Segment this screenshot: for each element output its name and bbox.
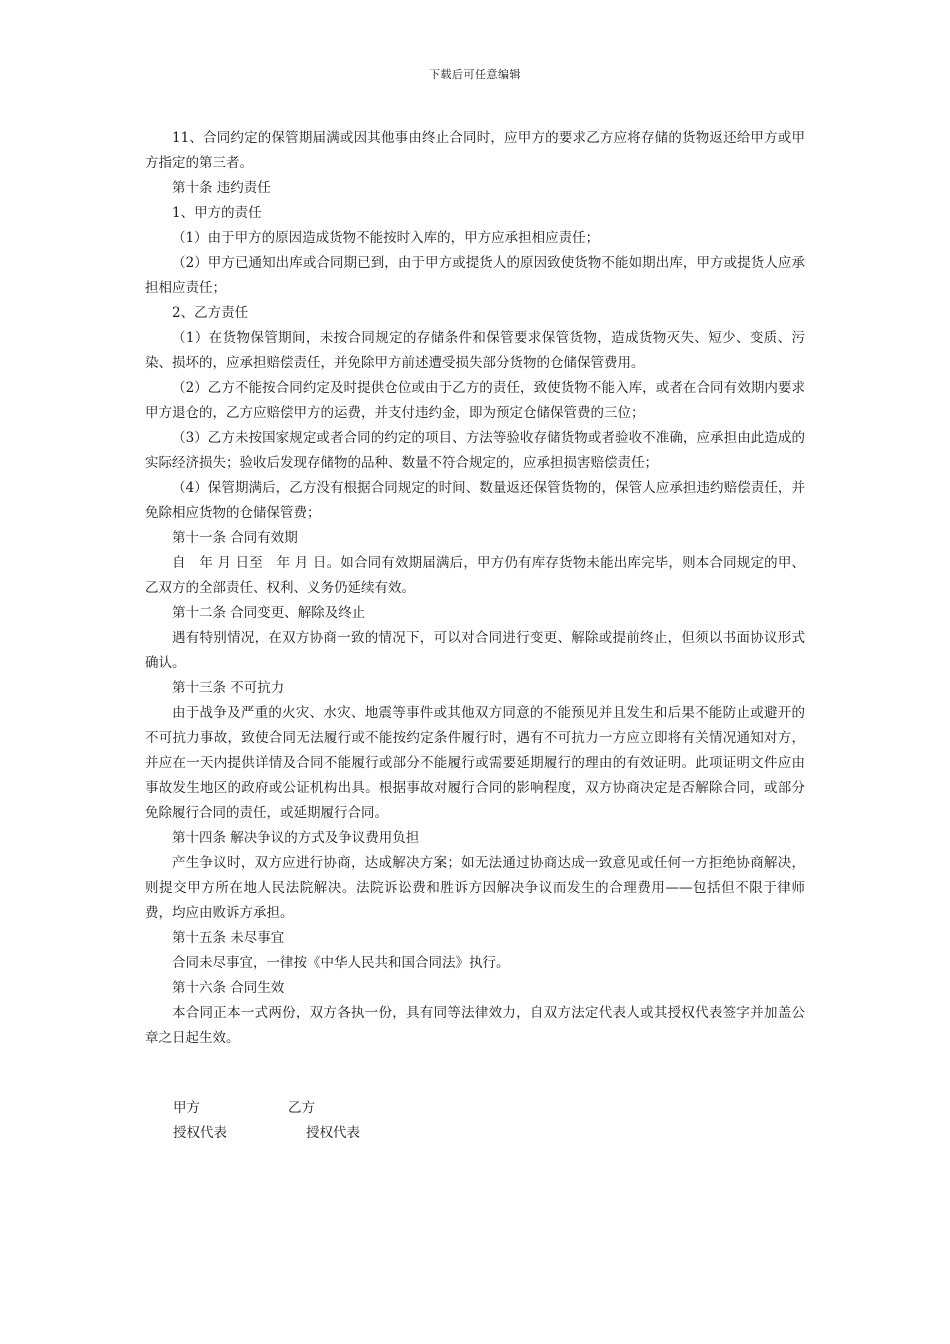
document-body bbox=[145, 126, 805, 1051]
article-15-heading: 第十五条 未尽事宜 bbox=[172, 930, 285, 946]
article-14-body: 产生争议时，双方应进行协商，达成解决方案；如无法通过协商达成一致意见或任何一方拒绝协商解决，则提交甲方所在地人民法院解决。法院诉讼费和胜诉方因解决争议而发生的合理费用——包括但不限于律师费，均应由败诉方承担。 bbox=[145, 855, 805, 921]
article-14-heading: 第十四条 解决争议的方式及争议费用负担 bbox=[172, 830, 420, 846]
article-16-heading: 第十六条 合同生效 bbox=[172, 980, 285, 996]
party-a-label: 甲方 bbox=[173, 1100, 200, 1116]
party-a-liability-2: （2）甲方已通知出库或合同期已到，由于甲方或提货人的原因致使货物不能如期出库，甲方或提货人应承担相应责任； bbox=[145, 255, 805, 296]
party-b-representative-label: 授权代表 bbox=[306, 1125, 360, 1141]
party-b-liability-2: （2）乙方不能按合同约定及时提供仓位或由于乙方的责任，致使货物不能入库，或者在合同有效期内要求甲方退仓的，乙方应赔偿甲方的运费，并支付违约金，即为预定仓储保管费的三位； bbox=[145, 380, 805, 421]
party-a-liability-heading: 1、甲方的责任 bbox=[172, 205, 262, 221]
article-13-heading: 第十三条 不可抗力 bbox=[172, 680, 285, 696]
party-b-liability-heading: 2、乙方责任 bbox=[172, 305, 249, 321]
article-13-body: 由于战争及严重的火灾、水灾、地震等事件或其他双方同意的不能预见并且发生和后果不能防止或避开的不可抗力事故，致使合同无法履行或不能按约定条件履行时，遇有不可抗力一方应立即将有关情况通知对方，并应在一天内提供详情及合同不能履行或部分不能履行或需要延期履行的理由的有效证明。此项证明文件应由事故发生地区的政府或公证机构出具。根据事故对履行合同的影响程度，双方协商决定是否解除合同，或部分免除履行合同的责任，或延期履行合同。 bbox=[145, 705, 805, 821]
clause-11-return-goods: 11、合同约定的保管期届满或因其他事由终止合同时，应甲方的要求乙方应将存储的货物返还给甲方或甲方指定的第三者。 bbox=[145, 130, 805, 171]
article-12-heading: 第十二条 合同变更、解除及终止 bbox=[172, 605, 366, 621]
page-header: 下载后可任意编辑 bbox=[429, 68, 521, 81]
party-a-liability-1: （1）由于甲方的原因造成货物不能按时入库的，甲方应承担相应责任； bbox=[172, 230, 600, 246]
party-b-label: 乙方 bbox=[288, 1100, 315, 1116]
party-a-representative-label: 授权代表 bbox=[173, 1125, 227, 1141]
article-11-body: 自 年 月 日至 年 月 日。如合同有效期届满后，甲方仍有库存货物未能出库完毕，则本合同规定的甲、乙双方的全部责任、权利、义务仍延续有效。 bbox=[145, 555, 805, 596]
representative-row bbox=[173, 1121, 473, 1146]
party-b-liability-4: （4）保管期满后，乙方没有根据合同规定的时间、数量返还保管货物的，保管人应承担违约赔偿责任，并免除相应货物的仓储保管费； bbox=[145, 480, 805, 521]
signature-block bbox=[173, 1096, 473, 1146]
party-row bbox=[173, 1096, 473, 1121]
party-b-liability-1: （1）在货物保管期间，未按合同规定的存储条件和保管要求保管货物，造成货物灭失、短少、变质、污染、损坏的，应承担赔偿责任，并免除甲方前述遭受损失部分货物的仓储保管费用。 bbox=[145, 330, 805, 371]
article-16-body: 本合同正本一式两份，双方各执一份，具有同等法律效力，自双方法定代表人或其授权代表签字并加盖公章之日起生效。 bbox=[145, 1005, 805, 1046]
party-b-liability-3: （3）乙方未按国家规定或者合同的约定的项目、方法等验收存储货物或者验收不准确，应承担由此造成的实际经济损失；验收后发现存储物的品种、数量不符合规定的，应承担损害赔偿责任； bbox=[145, 430, 805, 471]
article-11-heading: 第十一条 合同有效期 bbox=[172, 530, 298, 546]
article-15-body: 合同未尽事宜，一律按《中华人民共和国合同法》执行。 bbox=[172, 955, 510, 971]
article-12-body: 遇有特别情况，在双方协商一致的情况下，可以对合同进行变更、解除或提前终止，但须以书面协议形式确认。 bbox=[145, 630, 805, 671]
article-10-heading: 第十条 违约责任 bbox=[172, 180, 271, 196]
